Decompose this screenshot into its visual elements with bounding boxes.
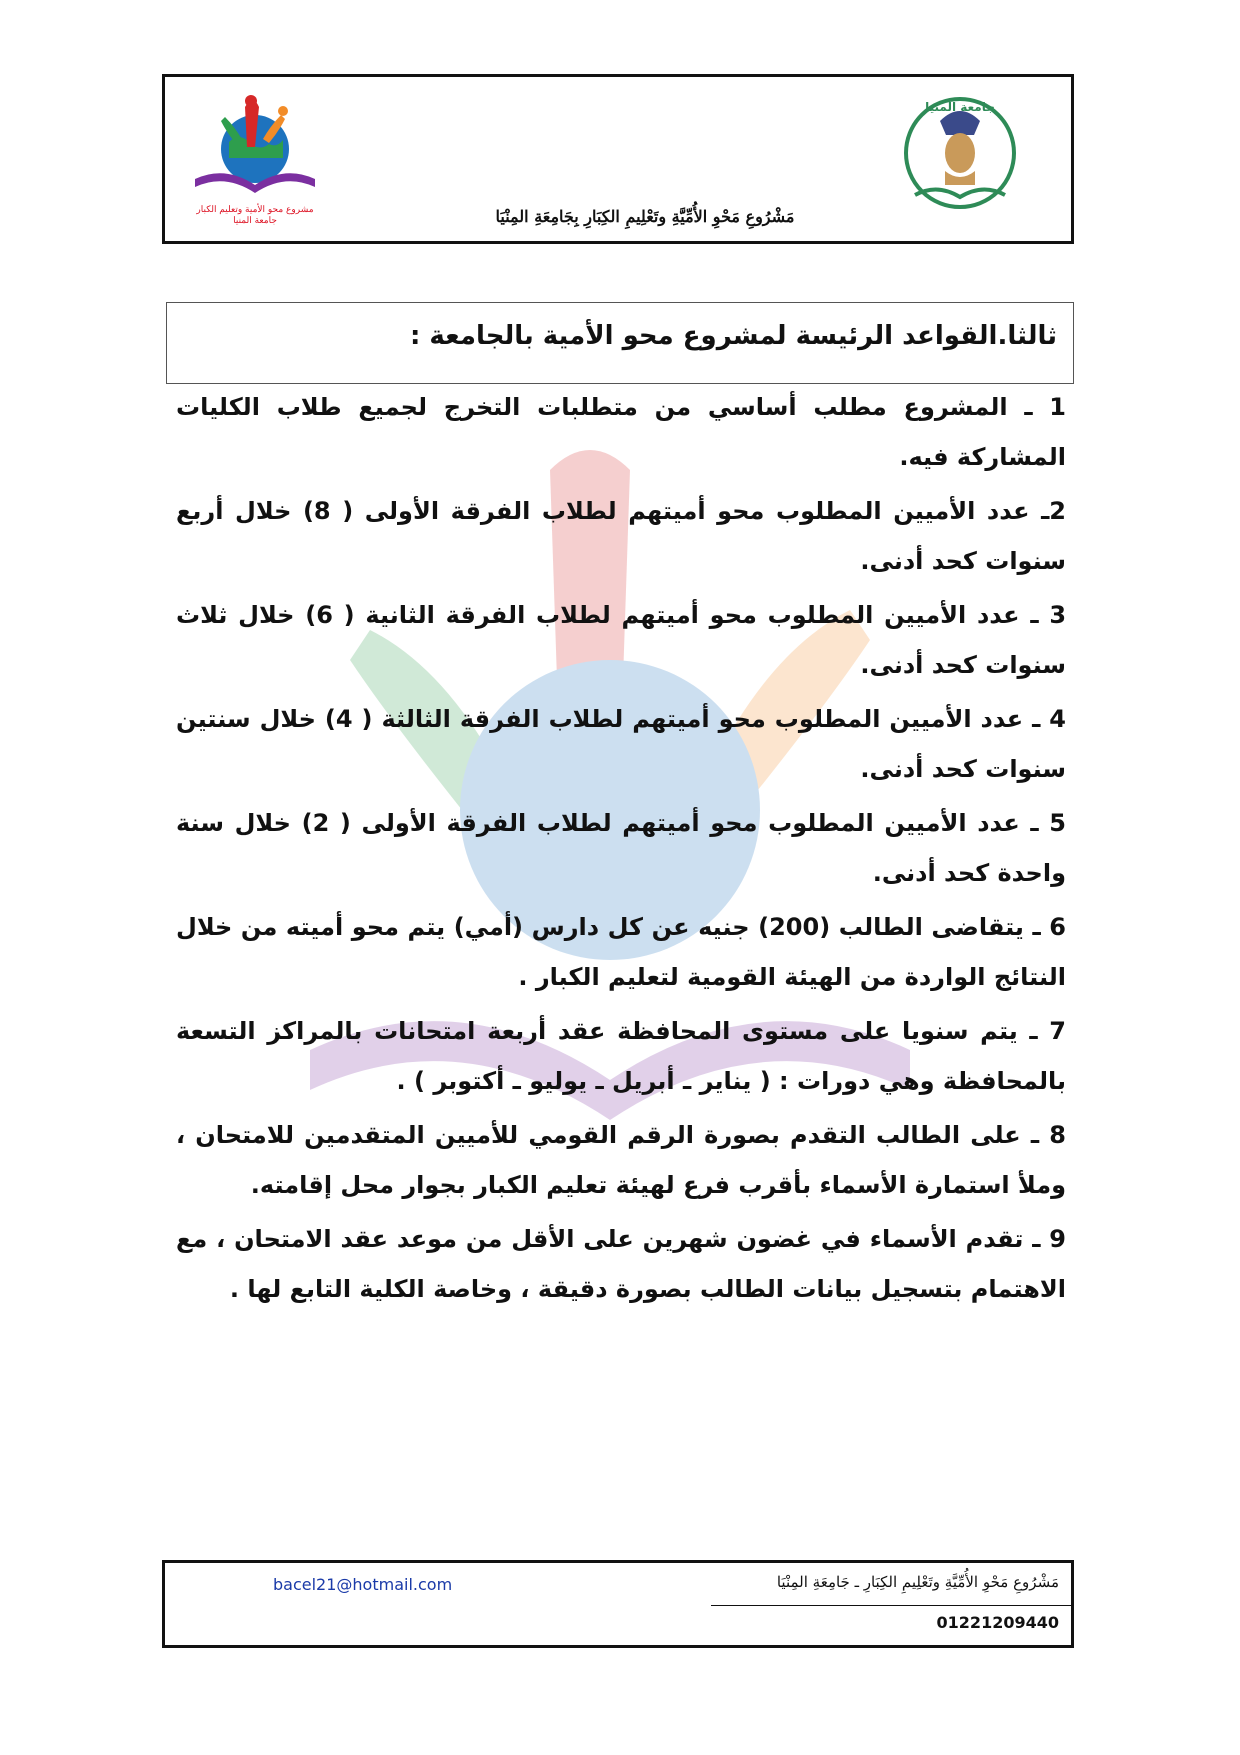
section-title-box (166, 302, 1074, 384)
rules-list (176, 382, 1066, 1318)
literacy-logo-caption (185, 205, 325, 227)
header-project-title: مَشْرُوعِ مَحْوِ الأُمِّيَّةِ وتَعْلِيمِ الكِبَارِ بِجَامِعَةِ المِنْيَا (495, 207, 795, 226)
list-item: 6 ـ يتقاضى الطالب (200) جنيه عن كل دارس (أمي) يتم محو أميته من خلال النتائج الواردة من الهيئة القومية لتعليم الكبار . (176, 913, 1066, 991)
literacy-logo-caption-line2: جامعة المنيا (233, 216, 277, 226)
list-item: 7 ـ يتم سنويا على مستوى المحافظة عقد أربعة امتحانات بالمراكز التسعة بالمحافظة وهي دورات : ( يناير ـ أبريل ـ يوليو ـ أكتوبر ) . (176, 1017, 1066, 1095)
footer-phone: 01221209440 (936, 1613, 1059, 1632)
footer-divider (711, 1605, 1071, 1606)
page-header (162, 74, 1074, 244)
page-footer (162, 1560, 1074, 1648)
list-item: 1 ـ المشروع مطلب أساسي من متطلبات التخرج لجميع طلاب الكليات المشاركة فيه. (176, 393, 1066, 471)
list-item: 4 ـ عدد الأميين المطلوب محو أميتهم لطلاب الفرقة الثالثة ( 4) خلال سنتين سنوات كحد أدنى. (176, 705, 1066, 783)
footer-email-link[interactable]: bacel21@hotmail.com (273, 1575, 453, 1594)
list-item: 2ـ عدد الأميين المطلوب محو أميتهم لطلاب الفرقة الأولى ( 8) خلال أربع سنوات كحد أدنى. (176, 497, 1066, 575)
literacy-logo-caption-line1: مشروع محو الأمية وتعليم الكبار (196, 205, 314, 215)
minia-university-logo-icon (885, 91, 1035, 221)
list-item: 5 ـ عدد الأميين المطلوب محو أميتهم لطلاب الفرقة الأولى ( 2) خلال سنة واحدة كحد أدنى. (176, 809, 1066, 887)
section-title: ثالثا.القواعد الرئيسة لمشروع محو الأمية بالجامعة : (409, 321, 1057, 351)
list-item: 8 ـ على الطالب التقدم بصورة الرقم القومي للأميين المتقدمين للامتحان ، وملأ استمارة الأسماء بأقرب فرع لهيئة تعليم الكبار بجوار محل إقامته. (176, 1121, 1066, 1199)
list-item: 9 ـ تقدم الأسماء في غضون شهرين على الأقل من موعد عقد الامتحان ، مع الاهتمام بتسجيل بيانات الطالب بصورة دقيقة ، وخاصة الكلية التابع لها . (176, 1225, 1066, 1303)
list-item: 3 ـ عدد الأميين المطلوب محو أميتهم لطلاب الفرقة الثانية ( 6) خلال ثلاث سنوات كحد أدنى. (176, 601, 1067, 679)
university-logo-text: جامعة المنيا (925, 100, 995, 114)
literacy-project-logo-icon (185, 87, 325, 232)
footer-project-name: مَشْرُوعِ مَحْوِ الأُمِّيَّةِ وتَعْلِيمِ الكِبَارِ ـ جَامِعَةِ المِنْيَا (776, 1573, 1059, 1591)
